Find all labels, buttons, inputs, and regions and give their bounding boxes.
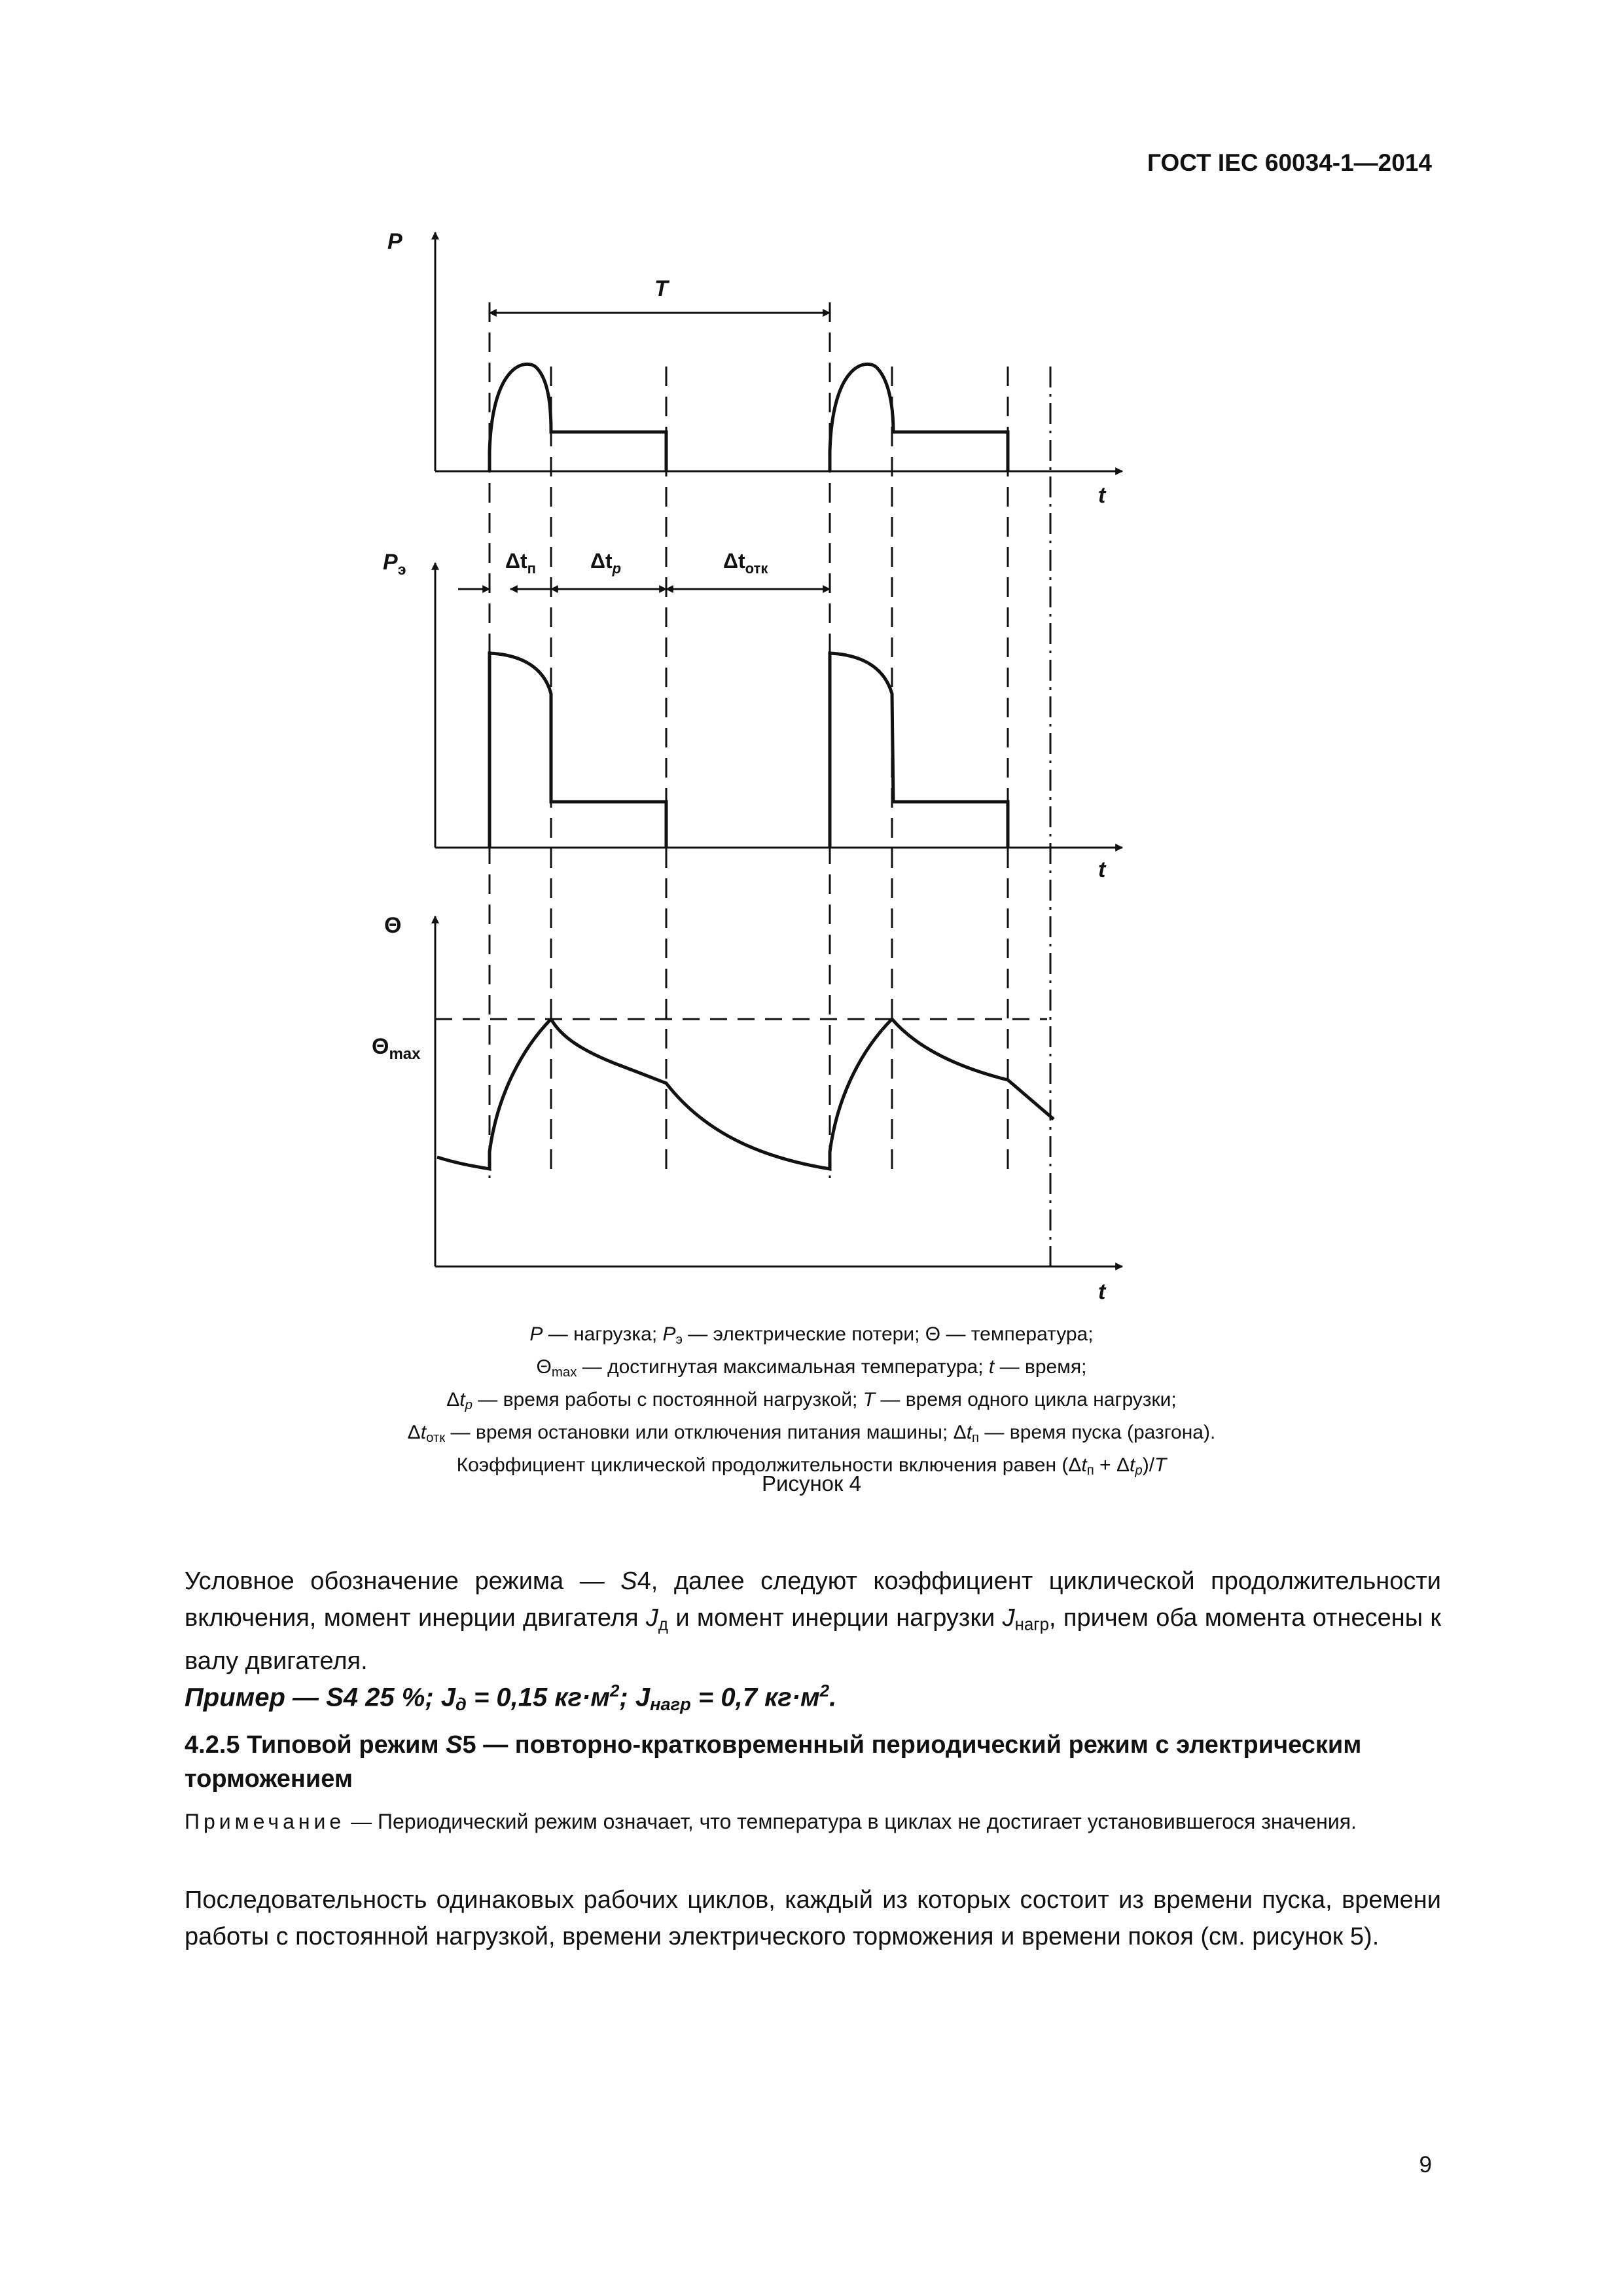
off-interval-label: $\Delta t_{отк}$ bbox=[723, 549, 768, 577]
theta-max-label: $\Theta_{max}$ bbox=[372, 1034, 421, 1063]
chart1-load-curve bbox=[490, 364, 1008, 471]
note-label: Примечание bbox=[185, 1810, 346, 1833]
paragraph-s4-designation: Условное обозначение режима — S4, далее следуют коэффициент циклической продолжительности включения, момент инерции двигателя $J_д$ и момент инерции нагрузки $J_{нагр}$, причем оба момента отнесены к валу двигателя. bbox=[185, 1568, 1442, 1676]
vertical-guides bbox=[490, 302, 1008, 1178]
start-interval-label: $\Delta t_п$ bbox=[505, 549, 536, 577]
chart1-x-label: t bbox=[1098, 483, 1106, 508]
note: Примечание — Периодический режим означает, что температура в циклах не достигает установившегося значения. bbox=[185, 1810, 1357, 1833]
caption-line-3: $\Delta t_p$ — время работы с постоянной нагрузкой; T — время одного цикла нагрузки; bbox=[446, 1389, 1177, 1413]
document-header: ГОСТ IEC 60034-1—2014 bbox=[1147, 149, 1432, 176]
run-interval-label: $\Delta t_p$ bbox=[590, 549, 622, 577]
page-number: 9 bbox=[1419, 2152, 1432, 2178]
chart1-y-label: P bbox=[387, 229, 402, 254]
chart2-x-label: t bbox=[1098, 857, 1106, 882]
figure-caption bbox=[196, 1321, 1427, 1484]
chart2-losses-curve bbox=[490, 653, 1008, 848]
caption-line-1: P — нагрузка; $P_э$ — электрические потери; Θ — температура; bbox=[529, 1323, 1094, 1348]
chart3-x-label: t bbox=[1098, 1280, 1106, 1304]
chart2-y-label: $P_э$ bbox=[383, 550, 406, 578]
chart3-y-label: Θ bbox=[384, 913, 402, 938]
section-heading-4-2-5: 4.2.5 Типовой режим S5 — повторно-кратковременный периодический режим с электрическим торможением bbox=[185, 1731, 1362, 1793]
example-line: Пример — S4 25 %; $J_д = 0,15$ $кг\cdot м^2$; $J_{нагр} = 0,7$ $кг\cdot м^2$. bbox=[185, 1681, 837, 1715]
caption-line-5: Коэффициент циклической продолжительности включения равен $(\Delta t_п + \Delta t_p)/T$ bbox=[456, 1454, 1167, 1479]
caption-line-2: $\Theta_{max}$ — достигнутая максимальная температура; t — время; bbox=[536, 1356, 1087, 1380]
paragraph-s5-description: Последовательность одинаковых рабочих циклов, каждый из которых состоит из времени пуска, времени работы с постоянной нагрузкой, времени электрического торможения и времени покоя (см. рисунок 5). bbox=[185, 1886, 1441, 1950]
chart3-temperature-curve bbox=[437, 1019, 1054, 1169]
period-label: T bbox=[654, 276, 668, 301]
figure-title: Рисунок 4 bbox=[762, 1471, 861, 1496]
caption-line-4: $\Delta t_{отк}$ — время остановки или отключения питания машины; $\Delta t_п$ — время пуска (разгона). bbox=[407, 1422, 1216, 1446]
